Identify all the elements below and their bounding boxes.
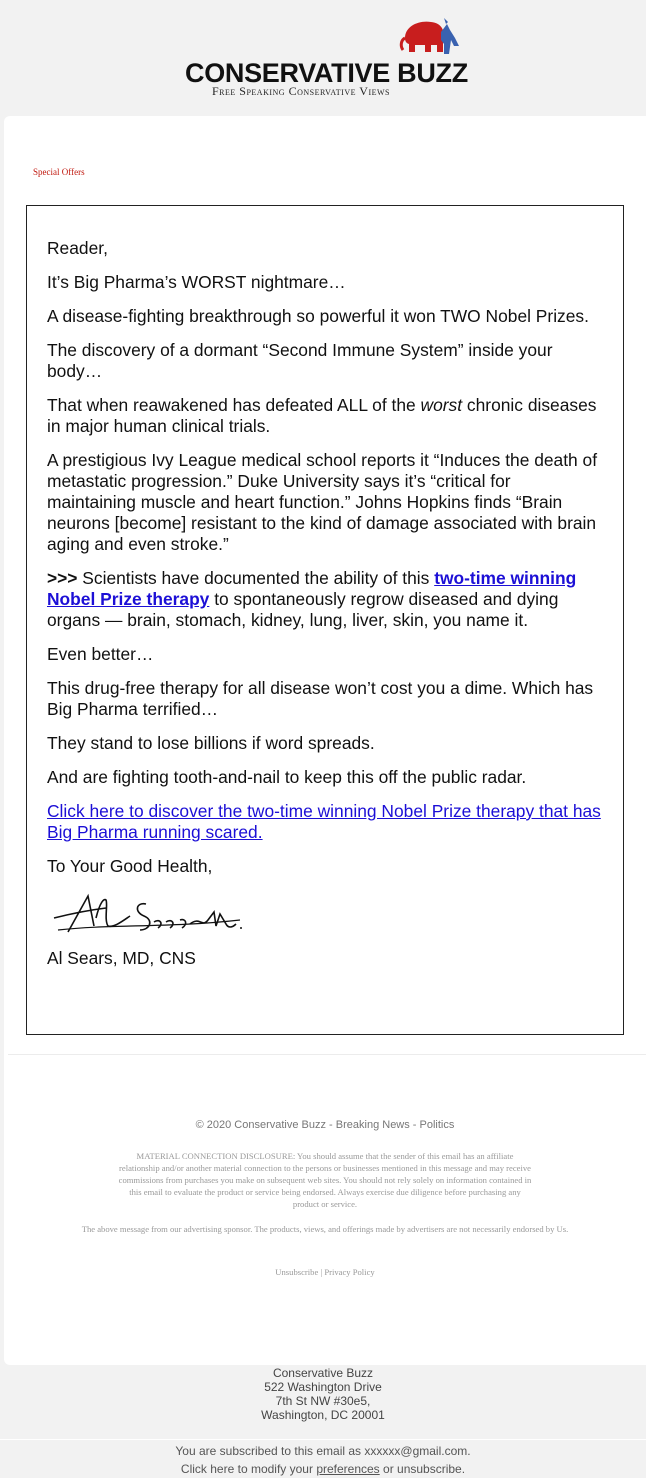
content-divider: [8, 1054, 646, 1055]
p4-emphasis: worst: [420, 395, 463, 415]
privacy-policy-link[interactable]: Privacy Policy: [324, 1267, 375, 1277]
nobel-therapy-link[interactable]: two-time winning Nobel Prize therapy: [47, 568, 577, 609]
paragraph-7: Even better…: [47, 644, 154, 664]
p6-pre: Scientists have documented the ability of this: [77, 568, 435, 588]
p6-post: to spontaneously regrow diseased and dying organs — brain, stomach, kidney, lung, liver, skin, you name it.: [47, 589, 559, 630]
logo-title: CONSERVATIVE BUZZ: [185, 58, 468, 88]
paragraph-9: They stand to lose billions if word spreads.: [47, 733, 375, 753]
paragraph-10: And are fighting tooth-and-nail to keep this off the public radar.: [47, 767, 527, 787]
email-header: [0, 0, 646, 116]
paragraph-1: It’s Big Pharma’s WORST nightmare…: [47, 272, 346, 292]
paragraph-2: A disease-fighting breakthrough so powerful it won TWO Nobel Prizes.: [47, 306, 589, 326]
link-separator: |: [320, 1267, 323, 1277]
cta-link[interactable]: Click here to discover the two-time winning Nobel Prize therapy that has Big Pharma running scared.: [47, 801, 601, 842]
elephant-donkey-icon: [397, 18, 461, 62]
copyright-text: © 2020 Conservative Buzz - Breaking News - Politics: [195, 1119, 455, 1131]
paragraph-6: [47, 568, 603, 631]
address-line-4: Washington, DC 20001: [261, 1408, 385, 1422]
signer-name: Al Sears, MD, CNS: [47, 948, 196, 968]
mailing-address: [0, 1366, 646, 1422]
p4-post: chronic diseases in major human clinical trials.: [47, 395, 597, 436]
unsubscribe-link[interactable]: Unsubscribe: [275, 1267, 319, 1277]
greeting: Reader,: [47, 238, 108, 258]
material-disclosure: MATERIAL CONNECTION DISCLOSURE: You should assume that the sender of this email has an affiliate relationship and/or another material connection to the persons or businesses mentioned in this message and may receive commissions from purchases you make on subsequent web sites. You should not rely solely on information contained in this email to evaluate the product or service being endorsed. Always exercise due diligence before purchasing any product or service.: [118, 1151, 532, 1209]
sponsor-notice: The above message from our advertising sponsor. The products, views, and offerings made by advertisers are not necessarily endorsed by Us.: [81, 1224, 569, 1234]
subscribed-notice: You are subscribed to this email as xxxxxx@gmail.com.: [175, 1444, 471, 1458]
paragraph-5: A prestigious Ivy League medical school reports it “Induces the death of metastatic progression.” Duke University says it’s “critical for maintaining muscle and heart function.” Johns Hopkins finds “Brain neurons [become] resistant to the kind of damage associated with brain aging and even stroke.”: [47, 450, 598, 554]
letter-box: [26, 205, 624, 1035]
footer-links: [4, 1267, 646, 1277]
preferences-link[interactable]: preferences: [316, 1462, 380, 1476]
modify-post: or unsubscribe.: [379, 1462, 466, 1476]
cta-paragraph: [47, 801, 603, 843]
modify-line: [0, 1460, 646, 1478]
footer-separator: [0, 1439, 646, 1440]
conservative-buzz-logo[interactable]: [185, 18, 468, 98]
subscription-footer: [0, 1442, 646, 1478]
address-line-3: 7th St NW #30e5,: [275, 1394, 371, 1408]
signature-image: [50, 890, 250, 938]
address-line-1: Conservative Buzz: [272, 1366, 374, 1380]
closing: To Your Good Health,: [47, 856, 213, 876]
logo-tagline: Free Speaking Conservative Views: [212, 84, 391, 98]
arrows-marker: >>>: [47, 568, 78, 588]
letter-body: [47, 238, 603, 982]
modify-pre: Click here to modify your: [180, 1462, 317, 1476]
paragraph-8: This drug-free therapy for all disease won’t cost you a dime. Which has Big Pharma terrified…: [47, 678, 594, 719]
paragraph-3: The discovery of a dormant “Second Immune System” inside your body…: [47, 340, 553, 381]
p4-pre: That when reawakened has defeated ALL of the: [47, 395, 421, 415]
address-line-2: 522 Washington Drive: [264, 1380, 382, 1394]
special-offers-label: Special Offers: [33, 167, 85, 177]
paragraph-4: [47, 395, 603, 437]
email-card: [4, 116, 646, 1365]
